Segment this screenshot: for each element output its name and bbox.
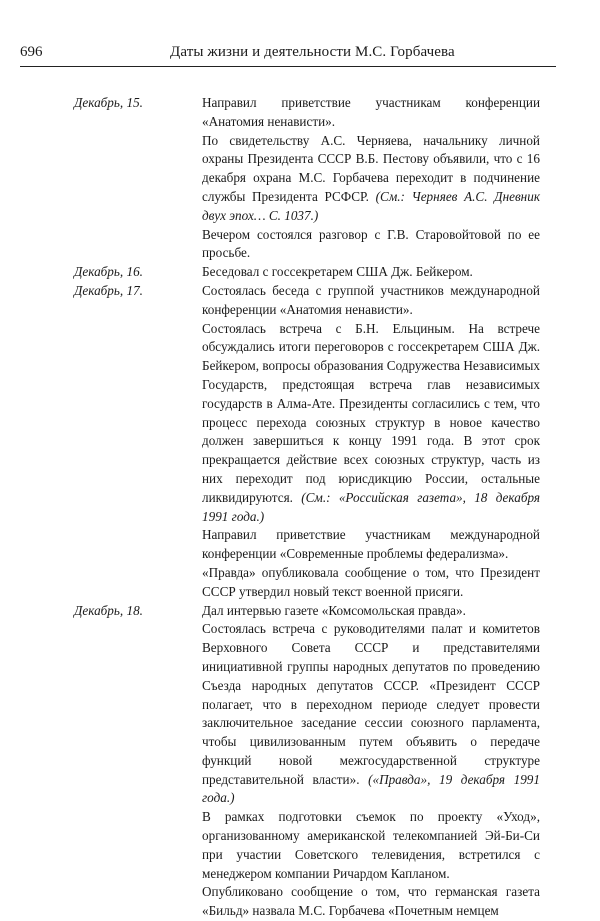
running-title: Даты жизни и деятельности М.С. Горбачева xyxy=(170,44,455,60)
entry-paragraph xyxy=(202,282,540,320)
page-number: 696 xyxy=(20,44,43,60)
entry-paragraph xyxy=(202,320,540,527)
chronology-entry xyxy=(0,94,600,263)
entry-paragraph xyxy=(202,564,540,602)
entry-date: Декабрь, 18. xyxy=(74,602,143,618)
entry-date: Декабрь, 16. xyxy=(74,264,143,280)
entry-paragraph xyxy=(202,132,540,226)
paragraph-text: По свидетельству А.С. Черняева, начальнику личной охраны Президента СССР В.Б. Пестову объявили, что с 16 декабря охрана М.С. Горбачева переходит в подчинение службы Президента РСФСР. xyxy=(202,132,540,204)
entry-paragraphs xyxy=(202,282,540,602)
running-header xyxy=(20,42,556,67)
paragraph-text: Опубликовано сообщение о том, что германская газета «Бильд» назвала М.С. Горбачева «Почетным немцем xyxy=(202,884,540,919)
entry-paragraphs xyxy=(202,263,540,282)
entry-paragraph xyxy=(202,602,540,621)
source-citation: (См.: Черняев А.С. Дневник двух эпох… С. 1037.) xyxy=(202,188,540,223)
entry-paragraphs xyxy=(202,602,540,921)
entry-date: Декабрь, 17. xyxy=(74,282,143,298)
entry-paragraph xyxy=(202,526,540,564)
source-citation: («Правда», 19 декабря 1991 года.) xyxy=(202,771,540,806)
entry-paragraphs xyxy=(202,94,540,263)
paragraph-text: Состоялась беседа с группой участников международной конференции «Анатомия ненависти». xyxy=(202,282,540,317)
paragraph-text: Дал интервью газете «Комсомольская правда». xyxy=(202,602,466,618)
entry-paragraph xyxy=(202,226,540,264)
chronology-entry xyxy=(0,282,600,602)
entry-paragraph xyxy=(202,263,540,282)
paragraph-text: «Правда» опубликовала сообщение о том, что Президент СССР утвердил новый текст военной присяги. xyxy=(202,564,540,599)
paragraph-text: В рамках подготовки съемок по проекту «Уход», организованному американской телекомпанией Эй-Би-Си при участии Советского телевидения, встретился с менеджером компании Ричардом Капланом. xyxy=(202,809,540,881)
entry-paragraph xyxy=(202,620,540,808)
entry-paragraph xyxy=(202,883,540,921)
entry-date: Декабрь, 15. xyxy=(74,95,143,110)
chronology-entry xyxy=(0,602,600,921)
entry-paragraph xyxy=(202,94,540,132)
paragraph-text: Беседовал с госсекретарем США Дж. Бейкером. xyxy=(202,264,473,280)
paragraph-text: Состоялась встреча с руководителями палат и комитетов Верховного Совета СССР и представителями инициативной группы народных депутатов по проведению Съезда народных депутатов СССР. «Президент СССР полагает, что в переходном периоде следует провести заключительное заседание сессии союзного парламента, чтобы цивилизованным путем объявить о передаче функций новой межгосударственной структуре представительной власти». xyxy=(202,621,540,787)
chronology-entries xyxy=(0,94,600,921)
paragraph-text: Вечером состоялся разговор с Г.В. Старовойтовой по ее просьбе. xyxy=(202,226,540,261)
paragraph-text: Направил приветствие участникам конференции «Анатомия ненависти». xyxy=(202,95,540,129)
paragraph-text: Направил приветствие участникам международной конференции «Современные проблемы федерализма». xyxy=(202,527,540,562)
entry-paragraph xyxy=(202,808,540,883)
paragraph-text: Состоялась встреча с Б.Н. Ельциным. На встрече обсуждались итоги переговоров с госсекретарем США Дж. Бейкером, вопросы образования Содружества Независимых Государств, предстоящая встреча глав независимых государств в Алма-Ате. Президенты согласились с тем, что процесс перехода союзных структур в новое качество должен завершиться к концу 1991 года. В этот срок прекращается действие всех союзных структур, часть из них переходит под юрисдикцию России, остальные ликвидируются. xyxy=(202,320,540,505)
source-citation: (См.: «Российская газета», 18 декабря 1991 года.) xyxy=(202,489,540,524)
chronology-entry xyxy=(0,263,600,282)
